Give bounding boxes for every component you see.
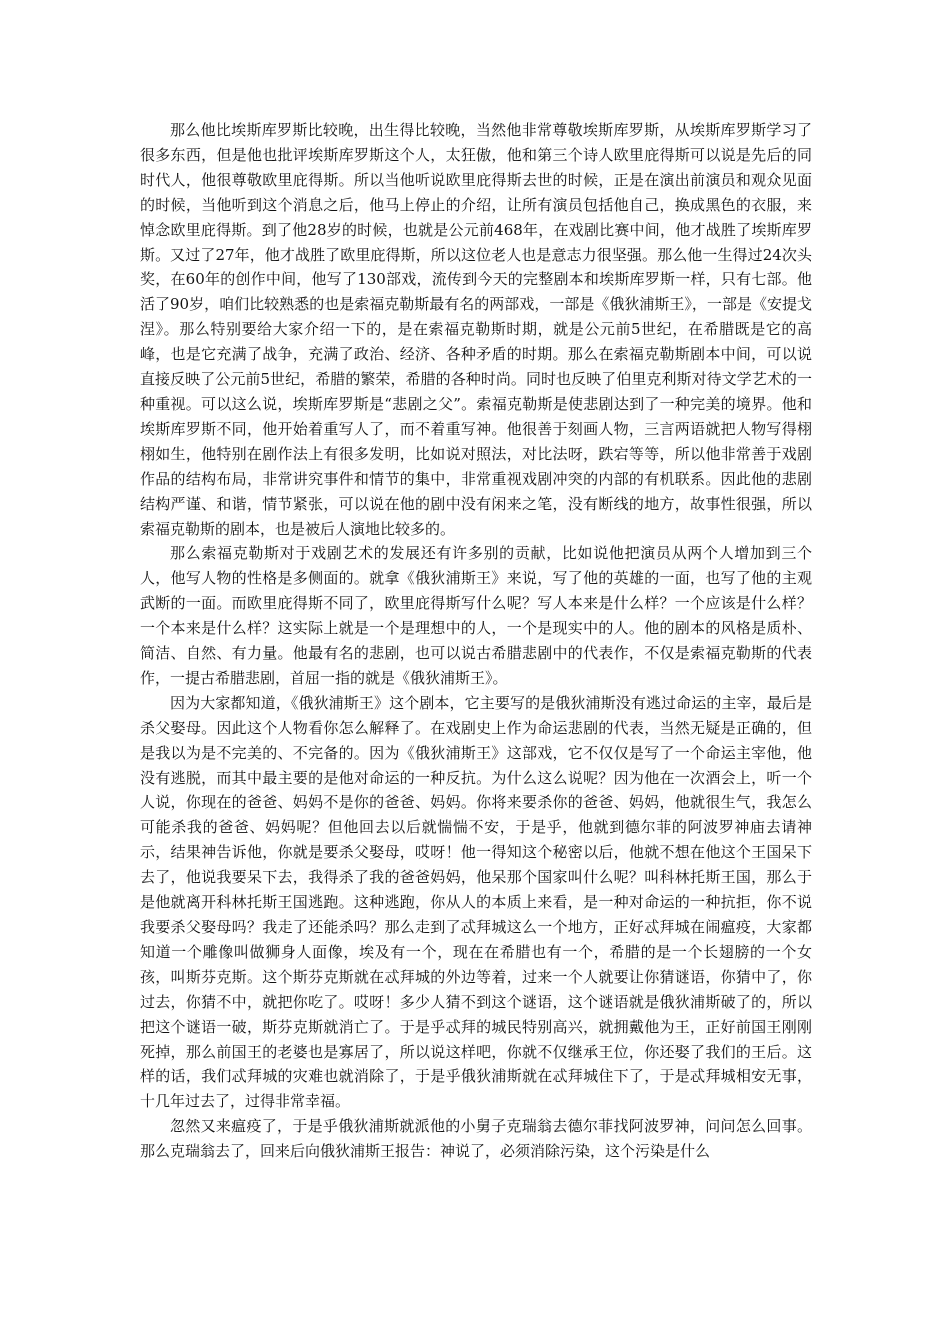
paragraph: 那么索福克勒斯对于戏剧艺术的发展还有许多别的贡献，比如说他把演员从两个人增加到三个人，他写人物的性格是多侧面的。就拿《俄狄浦斯王》来说，写了他的英雄的一面，也写了他的主观武断的一面。而欧里庇得斯不同了，欧里庇得斯写什么呢？写人本来是什么样？一个应该是什么样？一个本来是什么样？这实际上就是一个是理想中的人，一个是现实中的人。他的剧本的风格是质朴、简洁、自然、有力量。他最有名的悲剧，也可以说古希腊悲剧中的代表作，不仅是索福克勒斯的代表作，一提古希腊悲剧，首屈一指的就是《俄狄浦斯王》。	[140, 544, 812, 687]
document-page	[140, 118, 812, 1164]
paragraph: 那么他比埃斯库罗斯比较晚，出生得比较晚，当然他非常尊敬埃斯库罗斯，从埃斯库罗斯学习了很多东西，但是他也批评埃斯库罗斯这个人，太狂傲，他和第三个诗人欧里庇得斯可以说是先后的同时代人，他很尊敬欧里庇得斯。所以当他听说欧里庇得斯去世的时候，正是在演出前演员和观众见面的时候，当他听到这个消息之后，他马上停止的介绍，让所有演员包括他自己，换成黑色的衣服，来悼念欧里庇得斯。到了他28岁的时候，也就是公元前468年，在戏剧比赛中间，他才战胜了埃斯库罗斯。又过了27年，他才战胜了欧里庇得斯，所以这位老人也是意志力很坚强。那么他一生得过24次头奖，在60年的创作中间，他写了130部戏，流传到今天的完整剧本和埃斯库罗斯一样，只有七部。他活了90岁，咱们比较熟悉的也是索福克勒斯最有名的两部戏，一部是《俄狄浦斯王》，一部是《安提戈涅》。那么特别要给大家介绍一下的，是在索福克勒斯时期，就是公元前5世纪，在希腊既是它的高峰，也是它充满了战争，充满了政治、经济、各种矛盾的时期。那么在索福克勒斯剧本中间，可以说直接反映了公元前5世纪，希腊的繁荣，希腊的各种时尚。同时也反映了伯里克利斯对待文学艺术的一种重视。可以这么说，埃斯库罗斯是“悲剧之父”。索福克勒斯是使悲剧达到了一种完美的境界。他和埃斯库罗斯不同，他开始着重写人了，而不着重写神。他很善于刻画人物，三言两语就把人物写得栩栩如生，他特别在剧作法上有很多发明，比如说对照法，对比法呀，跌宕等等，所以他非常善于戏剧作品的结构布局，非常讲究事件和情节的集中，非常重视戏剧冲突的内部的有机联系。因此他的悲剧结构严谨、和谐，情节紧张，可以说在他的剧中没有闲来之笔，没有断线的地方，故事性很强，所以索福克勒斯的剧本，也是被后人演地比较多的。	[140, 121, 812, 538]
paragraph: 忽然又来瘟疫了，于是乎俄狄浦斯就派他的小舅子克瑞翁去德尔菲找阿波罗神，问问怎么回事。那么克瑞翁去了，回来后向俄狄浦斯王报告：神说了，必须消除污染，这个污染是什么	[140, 1117, 812, 1161]
paragraph: 因为大家都知道，《俄狄浦斯王》这个剧本，它主要写的是俄狄浦斯没有逃过命运的主宰，最后是杀父娶母。因此这个人物看你怎么解释了。在戏剧史上作为命运悲剧的代表，当然无疑是正确的，但是我以为是不完美的、不完备的。因为《俄狄浦斯王》这部戏，它不仅仅是写了一个命运主宰他，他没有逃脱，而其中最主要的是他对命运的一种反抗。为什么这么说呢？因为他在一次酒会上，听一个人说，你现在的爸爸、妈妈不是你的爸爸、妈妈。你将来要杀你的爸爸、妈妈，他就很生气，我怎么可能杀我的爸爸、妈妈呢？但他回去以后就惴惴不安，于是乎，他就到德尔菲的阿波罗神庙去请神示，结果神告诉他，你就是要杀父娶母，哎呀！他一得知这个秘密以后，他就不想在他这个王国呆下去了，他说我要呆下去，我得杀了我的爸爸妈妈，他呆那个国家叫什么呢？叫科林托斯王国，那么于是他就离开科林托斯王国逃跑。这种逃跑，你从人的本质上来看，是一种对命运的一种抗拒，你不说我要杀父娶母吗？我走了还能杀吗？那么走到了忒拜城这么一个地方，正好忒拜城在闹瘟疫，大家都知道一个雕像叫做狮身人面像，埃及有一个，现在在希腊也有一个，希腊的是一个长翅膀的一个女孩，叫斯芬克斯。这个斯芬克斯就在忒拜城的外边等着，过来一个人就要让你猜谜语，你猜中了，你过去，你猜不中，就把你吃了。哎呀！多少人猜不到这个谜语，这个谜语就是俄狄浦斯破了的，所以把这个谜语一破，斯芬克斯就消亡了。于是乎忒拜的城民特别高兴，就拥戴他为王，正好前国王刚刚死掉，那么前国王的老婆也是寡居了，所以说这样吧，你就不仅继承王位，你还娶了我们的王后。这样的话，我们忒拜城的灾难也就消除了，于是乎俄狄浦斯就在忒拜城住下了，于是忒拜城相安无事，十几年过去了，过得非常幸福。	[140, 693, 812, 1111]
